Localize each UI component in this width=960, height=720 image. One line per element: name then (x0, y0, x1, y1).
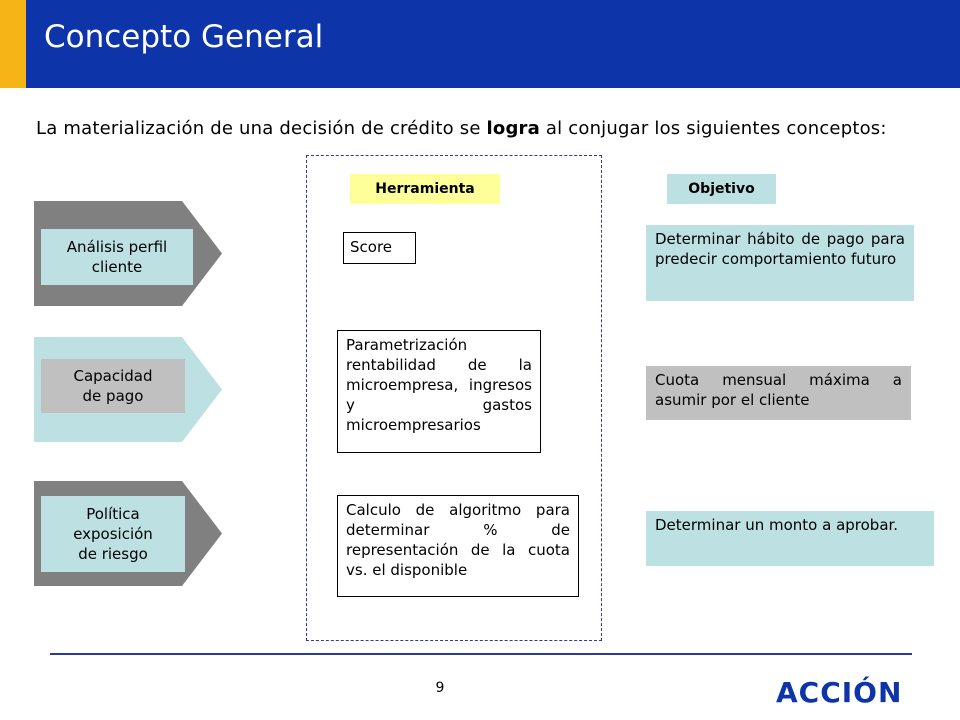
objective-column-header: Objetivo (667, 174, 776, 204)
concept-label-line: Capacidad (73, 367, 153, 385)
concept-label-capacidad (41, 359, 185, 413)
tool-column-header: Herramienta (350, 174, 500, 204)
objective-habito-pago: Determinar hábito de pago para predecir comportamiento futuro (646, 225, 914, 301)
objective-cuota-mensual: Cuota mensual máxima a asumir por el cliente (646, 366, 911, 420)
concept-label-perfil (41, 229, 193, 285)
concept-label-line: Análisis perfil (66, 238, 168, 256)
footer-divider (50, 653, 912, 655)
intro-text-start: La materialización de una decisión de crédito se (36, 118, 487, 139)
page-number: 9 (435, 680, 445, 696)
page-title: Concepto General (44, 19, 324, 55)
concept-label-line: cliente (91, 258, 143, 276)
concept-label-line: exposición (73, 525, 153, 543)
intro-text-end: al conjugar los siguientes conceptos: (539, 118, 887, 139)
header-accent-stripe (0, 0, 26, 88)
intro-text-bold: logra (486, 118, 540, 139)
concept-label-line: de riesgo (78, 545, 148, 563)
tool-score: Score (343, 232, 416, 264)
concept-label-politica (41, 496, 185, 572)
concept-label-line: de pago (82, 387, 144, 405)
concept-label-line: Política (86, 505, 140, 523)
tool-calculo-algoritmo: Calculo de algoritmo para determinar % de representación de la cuota vs. el disponible (337, 495, 579, 597)
tool-parametrizacion: Parametrización rentabilidad de la microempresa, ingresos y gastos microempresarios (337, 330, 541, 453)
accion-logo: ACCIÓN (776, 676, 903, 709)
intro-text (36, 115, 902, 142)
objective-monto-aprobar: Determinar un monto a aprobar. (646, 511, 934, 566)
